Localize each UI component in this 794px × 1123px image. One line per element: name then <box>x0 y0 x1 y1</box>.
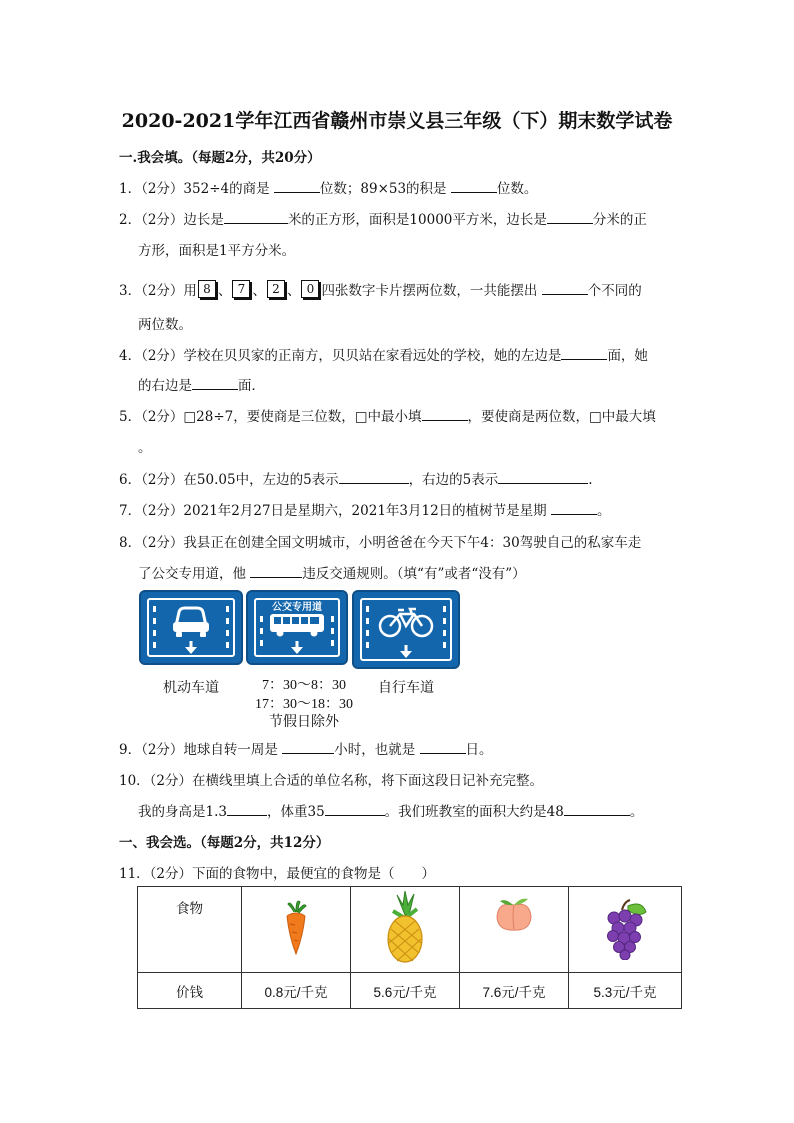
digit-card: 7 <box>232 280 250 298</box>
food-cell-grape <box>569 887 682 973</box>
question-1: 1．（2分）352÷4的商是 位数；89×53的积是 位数。 <box>119 181 538 197</box>
digit-card: 0 <box>301 280 319 298</box>
food-cell-carrot <box>242 887 351 973</box>
blank[interactable] <box>422 408 468 421</box>
question-5-cont: 。 <box>138 440 152 456</box>
digit-card: 2 <box>267 280 285 298</box>
blank[interactable] <box>224 211 288 224</box>
grape-icon <box>600 896 650 960</box>
question-2: 2．（2分）边长是 米的正方形，面积是10000平方米，边长是 分米的正 <box>119 212 647 228</box>
blank[interactable] <box>192 377 238 390</box>
table-header-price: 价钱 <box>138 973 242 1009</box>
question-4: 4．（2分）学校在贝贝家的正南方，贝贝站在家看远处的学校，她的左边是 面，她 <box>119 348 648 364</box>
blank[interactable] <box>451 180 497 193</box>
question-6: 6．（2分）在50.05中，左边的5表示 ，右边的5表示 . <box>119 472 593 488</box>
question-3-cont: 两位数。 <box>138 317 192 333</box>
bike-lane-caption: 自行车道 <box>378 681 434 696</box>
question-10: 10．（2分）在横线里填上合适的单位名称，将下面这段日记补充完整。 <box>119 773 544 789</box>
question-5: 5．（2分）□28÷7，要使商是三位数，□中最小填 ，要使商是两位数，□中最大填 <box>119 409 656 425</box>
food-price-table <box>137 886 682 1009</box>
bicycle-icon <box>352 590 460 669</box>
page-title: 2020-2021学年江西省赣州市崇义县三年级（下）期末数学试卷 <box>121 110 673 132</box>
question-3: 3．（2分）用 8 、 7 、 2 、 0 四张数字卡片摆两位数，一共能摆出 个不同的 <box>119 281 642 299</box>
bus-lane-sign <box>246 590 348 665</box>
bus-time-caption-2: 17：30～18：30 <box>255 697 353 712</box>
blank[interactable] <box>282 741 334 754</box>
section-choice-heading: 一、我会选。（每题2分，共12分） <box>119 835 330 851</box>
price-carrot: 0.8元/千克 <box>242 973 351 1009</box>
blank[interactable] <box>339 471 409 484</box>
question-11: 11．（2分）下面的食物中，最便宜的食物是（ ） <box>119 866 436 882</box>
blank[interactable] <box>250 565 302 578</box>
bus-icon <box>246 590 348 665</box>
bus-note-caption: 节假日除外 <box>269 715 339 730</box>
blank[interactable] <box>561 347 607 360</box>
motor-lane-caption: 机动车道 <box>163 681 219 696</box>
digit-card: 8 <box>198 280 216 298</box>
price-peach: 7.6元/千克 <box>460 973 569 1009</box>
blank[interactable] <box>547 211 593 224</box>
price-grape: 5.3元/千克 <box>569 973 682 1009</box>
peach-icon <box>492 895 536 935</box>
blank[interactable] <box>564 803 630 816</box>
blank[interactable] <box>542 282 588 295</box>
price-pineapple: 5.6元/千克 <box>351 973 460 1009</box>
question-9: 9．（2分）地球自转一周是 小时，也就是 日。 <box>119 742 493 758</box>
car-icon <box>139 590 243 665</box>
section-fill-heading: 一.我会填。（每题2分，共20分） <box>119 150 321 166</box>
pineapple-icon <box>383 891 427 965</box>
question-8: 8．（2分）我县正在创建全国文明城市，小明爸爸在今天下午4：30驾驶自己的私家车走 <box>119 535 642 551</box>
question-4-cont: 的右边是 面． <box>138 378 265 394</box>
carrot-icon <box>276 898 316 958</box>
blank[interactable] <box>325 803 385 816</box>
bike-lane-sign <box>352 590 460 669</box>
question-8-cont: 了公交专用道，他 违反交通规则。（填“有”或者“没有”） <box>138 566 526 582</box>
blank[interactable] <box>420 741 466 754</box>
bus-time-caption-1: 7：30～8：30 <box>262 678 346 693</box>
blank[interactable] <box>274 180 320 193</box>
food-cell-peach <box>460 887 569 973</box>
question-7: 7．（2分）2021年2月27日是星期六，2021年3月12日的植树节是星期 。 <box>119 503 611 519</box>
question-2-cont: 方形，面积是1平方分米。 <box>138 243 296 259</box>
blank[interactable] <box>551 502 597 515</box>
motor-lane-sign <box>139 590 243 665</box>
question-10-cont: 我的身高是1.3 ，体重35 。我们班教室的面积大约是48 。 <box>138 804 644 820</box>
table-header-food: 食物 <box>138 887 242 973</box>
blank[interactable] <box>227 803 267 816</box>
blank[interactable] <box>498 471 588 484</box>
food-cell-pineapple <box>351 887 460 973</box>
bus-lane-sign-text: 公交专用道 <box>272 602 322 613</box>
